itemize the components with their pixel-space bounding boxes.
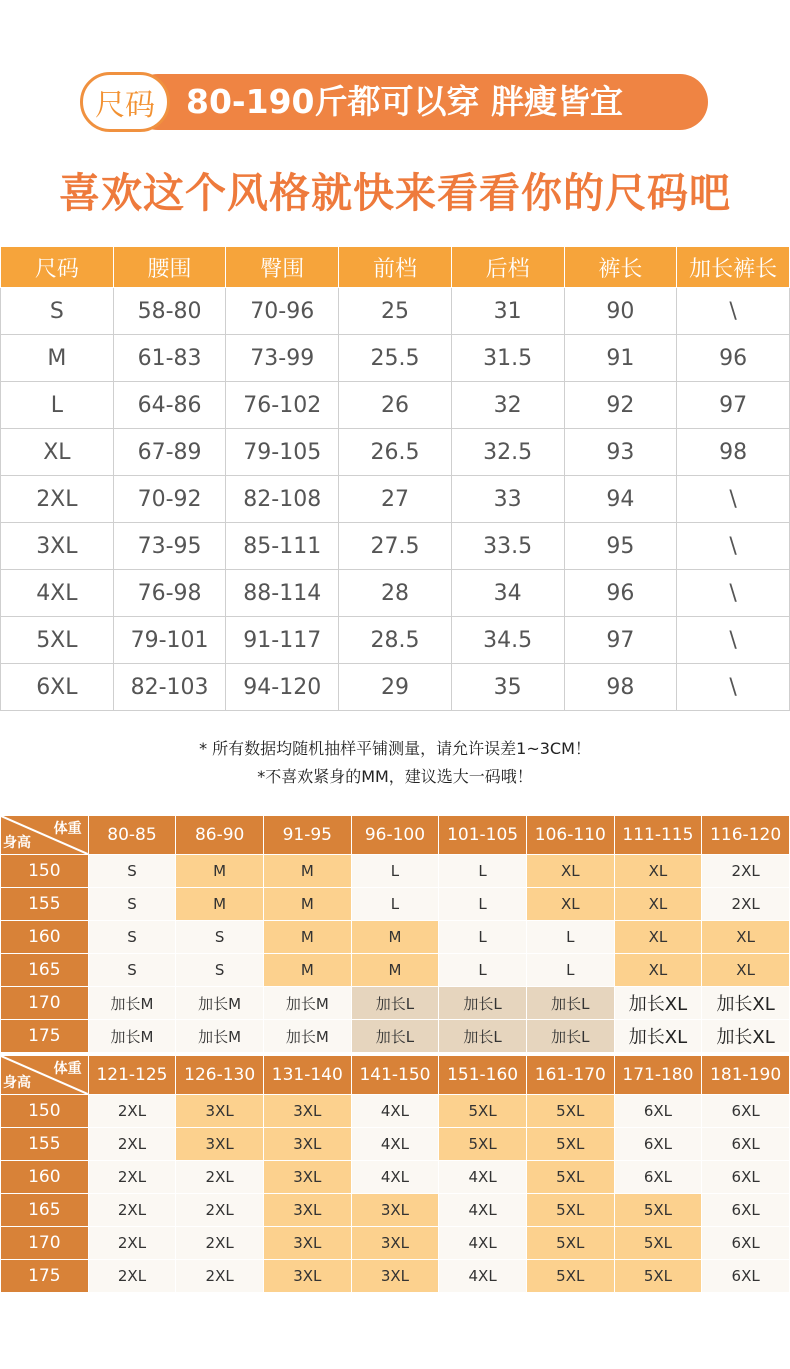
grid-row <box>1 954 790 987</box>
weight-range-header: 86-90 <box>176 816 264 855</box>
table-cell: 61-83 <box>113 335 226 382</box>
size-recommendation: 6XL <box>702 1194 790 1227</box>
table-row <box>1 664 790 711</box>
header-banner <box>80 72 708 132</box>
size-recommendation: 4XL <box>351 1128 439 1161</box>
size-recommendation: 2XL <box>176 1161 264 1194</box>
grid-header-row <box>1 1056 790 1095</box>
weight-range-header: 161-170 <box>526 1056 614 1095</box>
size-recommendation: 6XL <box>702 1260 790 1293</box>
table-cell: 2XL <box>1 476 114 523</box>
size-table-header <box>1 247 790 288</box>
size-recommendation: 2XL <box>88 1161 176 1194</box>
size-recommendation: XL <box>702 954 790 987</box>
height-header: 160 <box>1 1161 89 1194</box>
table-row <box>1 617 790 664</box>
size-recommendation: XL <box>702 921 790 954</box>
size-recommendation: M <box>263 855 351 888</box>
table-cell: 3XL <box>1 523 114 570</box>
grid-row <box>1 1227 790 1260</box>
size-recommendation: 加长L <box>351 1020 439 1053</box>
table-cell: 88-114 <box>226 570 339 617</box>
size-recommendation: 加长M <box>88 1020 176 1053</box>
table-row <box>1 382 790 429</box>
header-front-rise: 前档 <box>339 247 452 288</box>
note-line-1: * 所有数据均随机抽样平铺测量，请允许误差1~3CM！ <box>199 739 591 758</box>
size-recommendation: 5XL <box>614 1227 702 1260</box>
grid-row <box>1 1095 790 1128</box>
table-cell: S <box>1 288 114 335</box>
height-header: 165 <box>1 1194 89 1227</box>
size-recommendation: 3XL <box>263 1260 351 1293</box>
banner-text: 80-190斤都可以穿 胖瘦皆宜 <box>186 82 623 121</box>
height-header: 160 <box>1 921 89 954</box>
size-recommendation: 6XL <box>702 1128 790 1161</box>
grid-row <box>1 1128 790 1161</box>
size-recommendation: 5XL <box>614 1194 702 1227</box>
weight-range-header: 151-160 <box>439 1056 527 1095</box>
weight-range-header: 96-100 <box>351 816 439 855</box>
size-recommendation: S <box>88 954 176 987</box>
weight-range-header: 171-180 <box>614 1056 702 1095</box>
weight-range-header: 121-125 <box>88 1056 176 1095</box>
table-cell: 76-98 <box>113 570 226 617</box>
table-cell: \ <box>677 570 790 617</box>
height-header: 150 <box>1 855 89 888</box>
grid-row <box>1 921 790 954</box>
size-recommendation: M <box>263 921 351 954</box>
height-label: 身高 <box>3 1075 31 1091</box>
size-recommendation: 加长M <box>263 987 351 1020</box>
size-recommendation: 2XL <box>702 888 790 921</box>
table-cell: \ <box>677 523 790 570</box>
header-size: 尺码 <box>1 247 114 288</box>
table-cell: \ <box>677 288 790 335</box>
table-cell: 76-102 <box>226 382 339 429</box>
size-recommendation: S <box>176 954 264 987</box>
size-recommendation: M <box>263 888 351 921</box>
size-recommendation: 5XL <box>526 1194 614 1227</box>
table-cell: 29 <box>339 664 452 711</box>
table-cell: 32 <box>451 382 564 429</box>
table-cell: 91-117 <box>226 617 339 664</box>
size-recommendation: 5XL <box>526 1095 614 1128</box>
weight-range-header: 126-130 <box>176 1056 264 1095</box>
table-cell: 79-101 <box>113 617 226 664</box>
size-recommendation: 加长L <box>351 987 439 1020</box>
size-recommendation: 加长XL <box>614 1020 702 1053</box>
table-cell: 34 <box>451 570 564 617</box>
size-recommendation: 3XL <box>351 1227 439 1260</box>
grid-header-row <box>1 816 790 855</box>
table-cell: 34.5 <box>451 617 564 664</box>
table-cell: 85-111 <box>226 523 339 570</box>
grid-row <box>1 1260 790 1293</box>
weight-range-header: 111-115 <box>614 816 702 855</box>
table-cell: 64-86 <box>113 382 226 429</box>
size-recommendation: 6XL <box>614 1095 702 1128</box>
grid-corner <box>1 1056 89 1095</box>
header-hip: 臀围 <box>226 247 339 288</box>
table-cell: 32.5 <box>451 429 564 476</box>
grid-row <box>1 987 790 1020</box>
size-recommendation: S <box>88 855 176 888</box>
size-recommendation: 3XL <box>263 1194 351 1227</box>
table-cell: 70-96 <box>226 288 339 335</box>
grid-corner <box>1 816 89 855</box>
table-cell: 58-80 <box>113 288 226 335</box>
height-header: 170 <box>1 1227 89 1260</box>
header-pants-length: 裤长 <box>564 247 677 288</box>
table-cell: 28 <box>339 570 452 617</box>
header-waist: 腰围 <box>113 247 226 288</box>
table-cell: 31 <box>451 288 564 335</box>
height-header: 155 <box>1 888 89 921</box>
grid-row <box>1 1020 790 1053</box>
size-recommendation: M <box>176 888 264 921</box>
size-table <box>0 246 790 711</box>
table-cell: 31.5 <box>451 335 564 382</box>
size-recommendation: L <box>351 855 439 888</box>
page-headline: 喜欢这个风格就快来看看你的尺码吧 <box>59 169 731 217</box>
size-recommendation: 5XL <box>526 1128 614 1161</box>
size-recommendation: XL <box>526 855 614 888</box>
size-recommendation: XL <box>614 855 702 888</box>
table-row <box>1 335 790 382</box>
table-cell: 94 <box>564 476 677 523</box>
weight-label: 体重 <box>53 1061 82 1077</box>
weight-range-header: 106-110 <box>526 816 614 855</box>
weight-range-header: 91-95 <box>263 816 351 855</box>
size-recommendation: 加长L <box>526 1020 614 1053</box>
size-recommendation: XL <box>526 888 614 921</box>
measurement-notes <box>0 735 790 791</box>
size-recommendation: M <box>176 855 264 888</box>
height-label: 身高 <box>3 835 31 851</box>
size-recommendation: L <box>526 921 614 954</box>
table-cell: 97 <box>677 382 790 429</box>
size-recommendation: 4XL <box>439 1161 527 1194</box>
size-recommendation: 2XL <box>176 1260 264 1293</box>
size-recommendation: 4XL <box>351 1161 439 1194</box>
grid-row <box>1 855 790 888</box>
table-cell: 33.5 <box>451 523 564 570</box>
size-recommendation: 加长M <box>88 987 176 1020</box>
size-recommendation: L <box>526 954 614 987</box>
size-recommendation: L <box>439 855 527 888</box>
note-line-2: *不喜欢紧身的MM，建议选大一码哦！ <box>257 767 533 786</box>
recommendation-grid-2 <box>0 1055 790 1293</box>
size-recommendation: 加长XL <box>702 987 790 1020</box>
size-recommendation: XL <box>614 921 702 954</box>
height-header: 175 <box>1 1260 89 1293</box>
size-recommendation: 4XL <box>439 1260 527 1293</box>
recommendation-grid-1 <box>0 815 790 1053</box>
table-cell: 25 <box>339 288 452 335</box>
height-header: 170 <box>1 987 89 1020</box>
size-recommendation: 加长L <box>526 987 614 1020</box>
size-recommendation: 3XL <box>351 1194 439 1227</box>
size-recommendation: L <box>439 921 527 954</box>
table-cell: 33 <box>451 476 564 523</box>
table-row <box>1 476 790 523</box>
header-long-pants-length: 加长裤长 <box>677 247 790 288</box>
header-back-rise: 后档 <box>451 247 564 288</box>
table-cell: 4XL <box>1 570 114 617</box>
size-recommendation: 6XL <box>614 1161 702 1194</box>
size-recommendation: 加长XL <box>614 987 702 1020</box>
table-row <box>1 570 790 617</box>
table-cell: \ <box>677 476 790 523</box>
table-cell: 98 <box>677 429 790 476</box>
size-recommendation: 加长M <box>263 1020 351 1053</box>
size-recommendation: 加长M <box>176 987 264 1020</box>
weight-range-header: 141-150 <box>351 1056 439 1095</box>
table-cell: 27.5 <box>339 523 452 570</box>
table-cell: 73-95 <box>113 523 226 570</box>
height-header: 165 <box>1 954 89 987</box>
table-cell: 97 <box>564 617 677 664</box>
size-recommendation: 2XL <box>88 1128 176 1161</box>
table-cell: \ <box>677 617 790 664</box>
size-recommendation: 加长M <box>176 1020 264 1053</box>
table-cell: 98 <box>564 664 677 711</box>
size-recommendation: 加长XL <box>702 1020 790 1053</box>
table-cell: 91 <box>564 335 677 382</box>
table-cell: 93 <box>564 429 677 476</box>
size-recommendation: 5XL <box>439 1095 527 1128</box>
table-cell: 79-105 <box>226 429 339 476</box>
size-recommendation: 6XL <box>614 1128 702 1161</box>
size-recommendation: 4XL <box>351 1095 439 1128</box>
size-recommendation: L <box>351 888 439 921</box>
weight-range-header: 181-190 <box>702 1056 790 1095</box>
grid-row <box>1 888 790 921</box>
size-badge: 尺码 <box>80 72 170 132</box>
size-recommendation: 3XL <box>263 1227 351 1260</box>
height-header: 150 <box>1 1095 89 1128</box>
size-recommendation: 6XL <box>702 1227 790 1260</box>
table-cell: 96 <box>564 570 677 617</box>
size-recommendation: S <box>88 888 176 921</box>
size-recommendation: M <box>351 954 439 987</box>
size-recommendation: 3XL <box>176 1128 264 1161</box>
size-recommendation: 2XL <box>88 1227 176 1260</box>
grid-row <box>1 1194 790 1227</box>
size-recommendation: XL <box>614 954 702 987</box>
size-recommendation: 2XL <box>702 855 790 888</box>
size-recommendation: 2XL <box>88 1095 176 1128</box>
table-cell: 67-89 <box>113 429 226 476</box>
size-recommendation: 3XL <box>263 1161 351 1194</box>
weight-range-header: 80-85 <box>88 816 176 855</box>
size-recommendation: 5XL <box>526 1161 614 1194</box>
weight-label: 体重 <box>53 821 82 837</box>
size-recommendation: 6XL <box>702 1161 790 1194</box>
table-row <box>1 523 790 570</box>
weight-range-header: 101-105 <box>439 816 527 855</box>
size-recommendation: 6XL <box>702 1095 790 1128</box>
size-recommendation: M <box>351 921 439 954</box>
size-recommendation: 加长L <box>439 1020 527 1053</box>
table-cell: 28.5 <box>339 617 452 664</box>
table-cell: 70-92 <box>113 476 226 523</box>
table-cell: 35 <box>451 664 564 711</box>
size-recommendation: 5XL <box>439 1128 527 1161</box>
table-cell: 96 <box>677 335 790 382</box>
size-recommendation: 5XL <box>526 1260 614 1293</box>
table-cell: 73-99 <box>226 335 339 382</box>
table-cell: 92 <box>564 382 677 429</box>
table-cell: L <box>1 382 114 429</box>
size-recommendation: XL <box>614 888 702 921</box>
size-recommendation: 加长L <box>439 987 527 1020</box>
size-recommendation: 2XL <box>88 1194 176 1227</box>
table-cell: 25.5 <box>339 335 452 382</box>
size-recommendation: S <box>176 921 264 954</box>
table-cell: 82-103 <box>113 664 226 711</box>
weight-range-header: 131-140 <box>263 1056 351 1095</box>
table-cell: XL <box>1 429 114 476</box>
table-cell: 26.5 <box>339 429 452 476</box>
size-recommendation: L <box>439 888 527 921</box>
table-cell: 94-120 <box>226 664 339 711</box>
table-cell: 5XL <box>1 617 114 664</box>
table-row <box>1 288 790 335</box>
size-recommendation: 2XL <box>176 1194 264 1227</box>
size-recommendation: 2XL <box>176 1227 264 1260</box>
size-recommendation: L <box>439 954 527 987</box>
size-recommendation: 5XL <box>526 1227 614 1260</box>
weight-range-header: 116-120 <box>702 816 790 855</box>
table-cell: 82-108 <box>226 476 339 523</box>
size-recommendation: 3XL <box>263 1095 351 1128</box>
height-header: 155 <box>1 1128 89 1161</box>
table-cell: 95 <box>564 523 677 570</box>
size-recommendation: 3XL <box>263 1128 351 1161</box>
size-recommendation: 4XL <box>439 1194 527 1227</box>
size-recommendation: M <box>263 954 351 987</box>
table-cell: 90 <box>564 288 677 335</box>
table-row <box>1 429 790 476</box>
size-recommendation: 3XL <box>176 1095 264 1128</box>
table-cell: \ <box>677 664 790 711</box>
size-recommendation: 4XL <box>439 1227 527 1260</box>
size-recommendation: 5XL <box>614 1260 702 1293</box>
size-recommendation: 3XL <box>351 1260 439 1293</box>
size-recommendation: S <box>88 921 176 954</box>
table-cell: 26 <box>339 382 452 429</box>
table-cell: 6XL <box>1 664 114 711</box>
size-recommendation: 2XL <box>88 1260 176 1293</box>
grid-row <box>1 1161 790 1194</box>
height-header: 175 <box>1 1020 89 1053</box>
table-cell: M <box>1 335 114 382</box>
table-cell: 27 <box>339 476 452 523</box>
